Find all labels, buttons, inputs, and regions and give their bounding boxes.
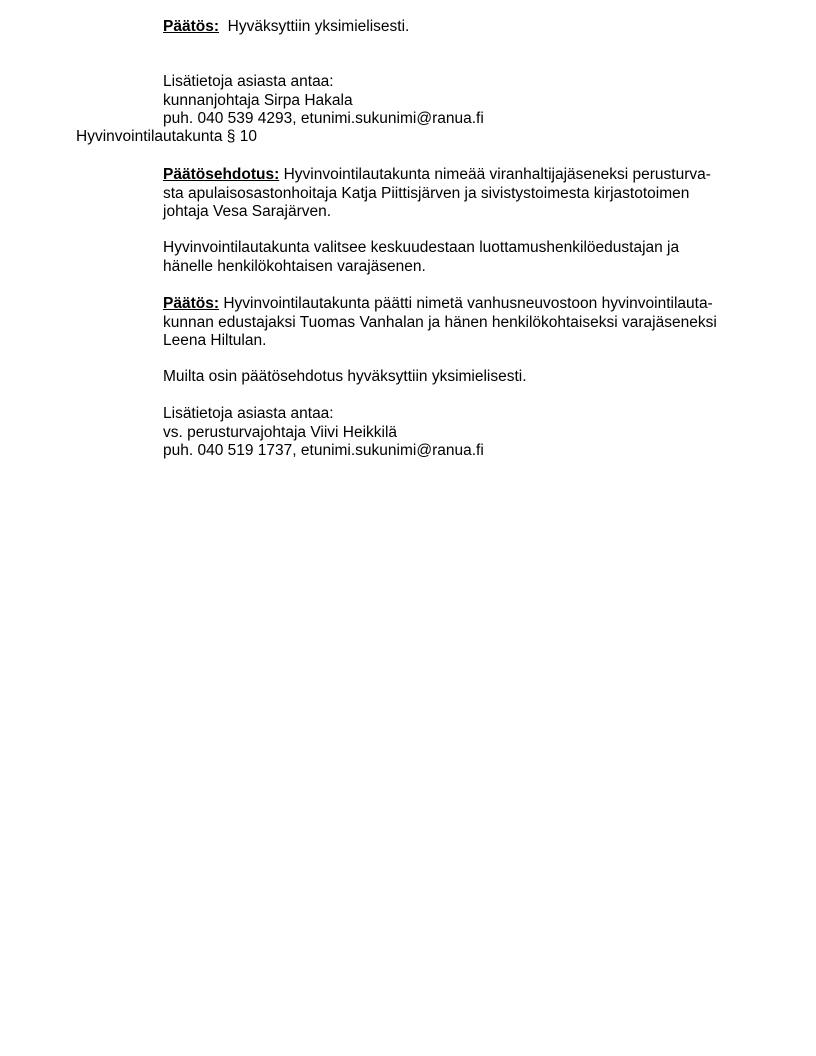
decision-line: kunnan edustajaksi Tuomas Vanhalan ja hänen henkilökohtaiseksi varajäseneksi [163,313,717,331]
first-contact-person: kunnanjohtaja Sirpa Hakala [163,91,353,109]
first-contact-block [163,73,743,129]
first-decision-paragraph [163,18,743,37]
remainder-text: Muilta osin päätösehdotus hyväksyttiin yksimielisesti. [163,368,527,385]
first-decision-text: Hyväksyttiin yksimielisesti. [227,18,410,35]
proposal-label: Päätösehdotus: [163,166,280,183]
election-line: Hyvinvointilautakunta valitsee keskuudestaan luottamushenkilöedustajan ja [163,239,680,256]
first-contact-phone-email: puh. 040 539 4293, etunimi.sukunimi@ranua.fi [163,110,484,127]
section-heading: Hyvinvointilautakunta § 10 [76,128,257,145]
proposal-line: johtaja Vesa Sarajärven. [163,203,332,220]
second-decision-label: Päätös: [163,295,219,312]
second-contact-intro: Lisätietoja asiasta antaa: [163,405,334,422]
decision-line: Leena Hiltulan. [163,332,267,349]
first-contact-intro: Lisätietoja asiasta antaa: [163,73,334,90]
proposal-line: Hyvinvointilautakunta nimeää viranhaltijajäseneksi perusturva- [283,166,711,183]
second-contact-block [163,405,743,461]
first-decision-label: Päätös: [163,18,219,35]
decision-line: Hyvinvointilautakunta päätti nimetä vanhusneuvostoon hyvinvointilauta- [223,295,713,312]
election-line: hänelle henkilökohtaisen varajäsenen. [163,257,426,275]
second-decision-paragraph [163,295,743,351]
remainder-paragraph [163,368,743,387]
proposal-paragraph [163,166,743,222]
election-paragraph [163,239,743,276]
second-contact-phone-email: puh. 040 519 1737, etunimi.sukunimi@ranua.fi [163,442,484,459]
second-contact-person: vs. perusturvajohtaja Viivi Heikkilä [163,423,398,441]
proposal-line: sta apulaisosastonhoitaja Katja Piittisjärven ja sivistystoimesta kirjastotoimen [163,184,690,202]
